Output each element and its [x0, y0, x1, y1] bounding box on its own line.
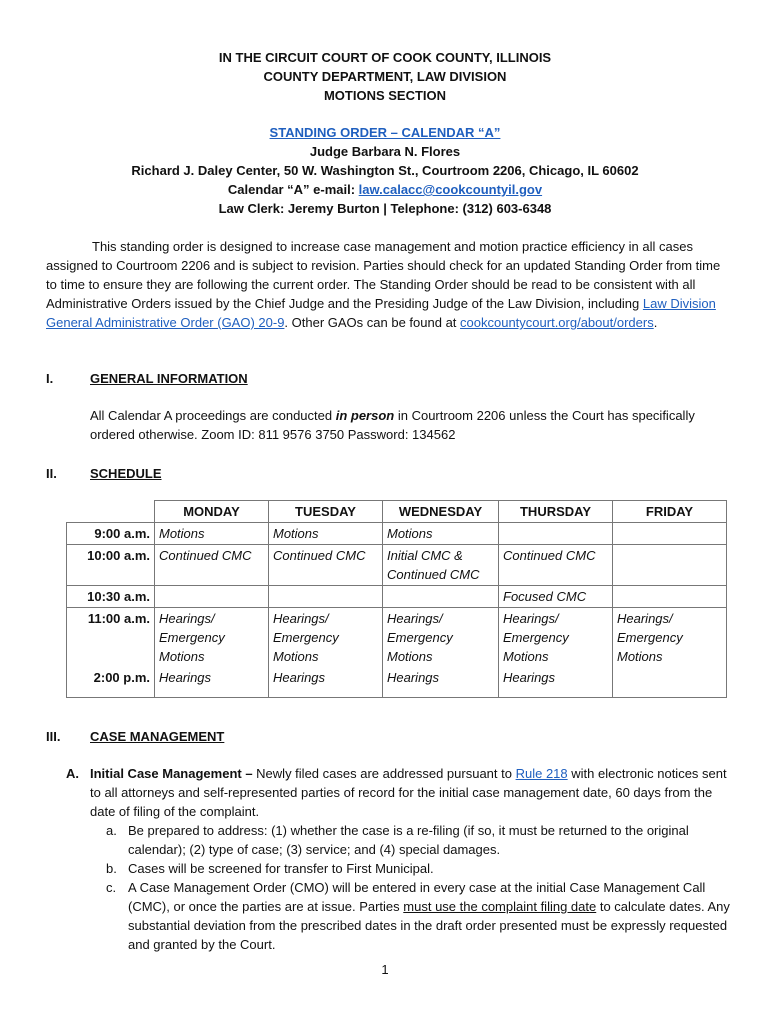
- document-header: [0, 48, 770, 218]
- sub-item-list: [106, 821, 730, 954]
- schedule-cell: Continued CMC: [499, 545, 613, 586]
- section-schedule-heading: II. SCHEDULE: [46, 466, 162, 481]
- day-header: FRIDAY: [613, 501, 727, 523]
- court-name: IN THE CIRCUIT COURT OF COOK COUNTY, ILLINOIS: [218, 50, 552, 65]
- judge-name: Judge Barbara N. Flores: [309, 144, 461, 159]
- intro-paragraph: This standing order is designed to increase case management and motion practice efficiency in all cases assigned to Courtroom 2206 and is subject to revision. Parties should check for an updated Standing Order from time to time to ensure they are following the current order. The Standing Order should be read to be consistent with all Administrative Orders issued by the Chief Judge and the Presiding Judge of the Law Division, including Law Division General Administrative Order (GAO) 20-9. Other GAOs can be found at cookcountycourt.org/about/orders.: [46, 239, 721, 330]
- table-row: [67, 545, 727, 586]
- schedule-cell: Initial CMC & Continued CMC: [383, 545, 499, 586]
- rule-218-link[interactable]: Rule 218: [515, 766, 568, 781]
- court-department: COUNTY DEPARTMENT, LAW DIVISION: [263, 69, 507, 84]
- gao-20-9-link[interactable]: Law Division General Administrative Order (GAO) 20-9: [46, 296, 716, 330]
- email-link[interactable]: law.calacc@cookcountyil.gov: [358, 182, 543, 197]
- time-cell: 9:00 a.m.: [67, 523, 155, 545]
- schedule-cell: Continued CMC: [155, 545, 269, 586]
- court-section: MOTIONS SECTION: [323, 88, 447, 103]
- schedule-cell: [269, 586, 383, 608]
- schedule-cell: [613, 586, 727, 608]
- schedule-cell: Motions: [155, 523, 269, 545]
- schedule-cell: [499, 523, 613, 545]
- day-header: TUESDAY: [269, 501, 383, 523]
- list-item: a. Be prepared to address: (1) whether the case is a re-filing (if so, it must be returned to the original calendar); (2) type of case; (3) service; and (4) special damages.: [106, 823, 689, 857]
- time-cell: 2:00 p.m.: [67, 667, 155, 698]
- schedule-cell: Hearings: [269, 667, 383, 698]
- law-clerk-line: Law Clerk: Jeremy Burton | Telephone: (312) 603-6348: [218, 201, 552, 216]
- schedule-cell: [383, 586, 499, 608]
- list-item: c. A Case Management Order (CMO) will be entered in every case at the initial Case Management Call (CMC), or once the parties are at issue. Parties must use the complaint filing date to calculate dates. Any substantial deviation from the prescribed dates in the draft order presented must be expressly requested and granted by the Court.: [106, 880, 730, 952]
- schedule-cell: Motions: [383, 523, 499, 545]
- time-cell: 11:00 a.m.: [67, 608, 155, 668]
- schedule-cell: [613, 523, 727, 545]
- table-row: [67, 523, 727, 545]
- schedule-cell: Focused CMC: [499, 586, 613, 608]
- list-item: b. Cases will be screened for transfer to First Municipal.: [106, 861, 434, 876]
- page-number: 1: [381, 962, 389, 977]
- table-corner: [67, 501, 155, 523]
- case-management-section: [66, 764, 730, 952]
- schedule-table: [66, 500, 727, 698]
- item-a-label: A.: [66, 766, 79, 781]
- standing-order-title-link[interactable]: STANDING ORDER – CALENDAR “A”: [269, 125, 501, 140]
- table-row: [67, 586, 727, 608]
- day-header: MONDAY: [155, 501, 269, 523]
- email-label: Calendar “A” e-mail:: [227, 182, 359, 197]
- time-cell: 10:00 a.m.: [67, 545, 155, 586]
- orders-link[interactable]: cookcountycourt.org/about/orders: [460, 315, 654, 330]
- schedule-cell: Hearings/ Emergency Motions: [269, 608, 383, 668]
- courtroom-address: Richard J. Daley Center, 50 W. Washington St., Courtroom 2206, Chicago, IL 60602: [131, 163, 639, 178]
- schedule-cell: Hearings: [383, 667, 499, 698]
- day-header: THURSDAY: [499, 501, 613, 523]
- schedule-cell: [155, 586, 269, 608]
- schedule-cell: [613, 545, 727, 586]
- general-information-text: All Calendar A proceedings are conducted in person in Courtroom 2206 unless the Court has specifically ordered otherwise. Zoom ID: 811 9576 3750 Password: 134562: [90, 408, 695, 442]
- schedule-cell: [613, 667, 727, 698]
- schedule-cell: Hearings/ Emergency Motions: [383, 608, 499, 668]
- time-cell: 10:30 a.m.: [67, 586, 155, 608]
- schedule-cell: Motions: [269, 523, 383, 545]
- section-general-heading: I. GENERAL INFORMATION: [46, 371, 248, 386]
- schedule-cell: Hearings/ Emergency Motions: [613, 608, 727, 668]
- calendar-email-line: [0, 180, 770, 199]
- table-row: [67, 667, 727, 698]
- schedule-cell: Hearings/ Emergency Motions: [499, 608, 613, 668]
- schedule-cell: Hearings: [155, 667, 269, 698]
- schedule-cell: Hearings/ Emergency Motions: [155, 608, 269, 668]
- table-row: [67, 608, 727, 668]
- schedule-cell: Continued CMC: [269, 545, 383, 586]
- day-header: WEDNESDAY: [383, 501, 499, 523]
- schedule-cell: Hearings: [499, 667, 613, 698]
- item-a-body: Initial Case Management – Newly filed cases are addressed pursuant to Rule 218 with electronic notices sent to all attorneys and self-represented parties of record for the initial case management date, 60 days from the date of filing of the complaint. a. Be prepared to address: (1) whether the case is a re-filing (if so, it must be returned to the original calendar); (2) type of case; (3) service; and (4) special damages. b. Cases will be screened for transfer to First Municipal. c. A Case Management Order (CMO) will be entered in every case at the initial Case Management Call (CMC), or once the parties are at issue. Parties must use the complaint filing date to calculate dates. Any substantial deviation from the prescribed dates in the draft order presented must be expressly requested and granted by the Court.: [90, 766, 730, 952]
- section-case-management-heading: III. CASE MANAGEMENT: [46, 729, 225, 744]
